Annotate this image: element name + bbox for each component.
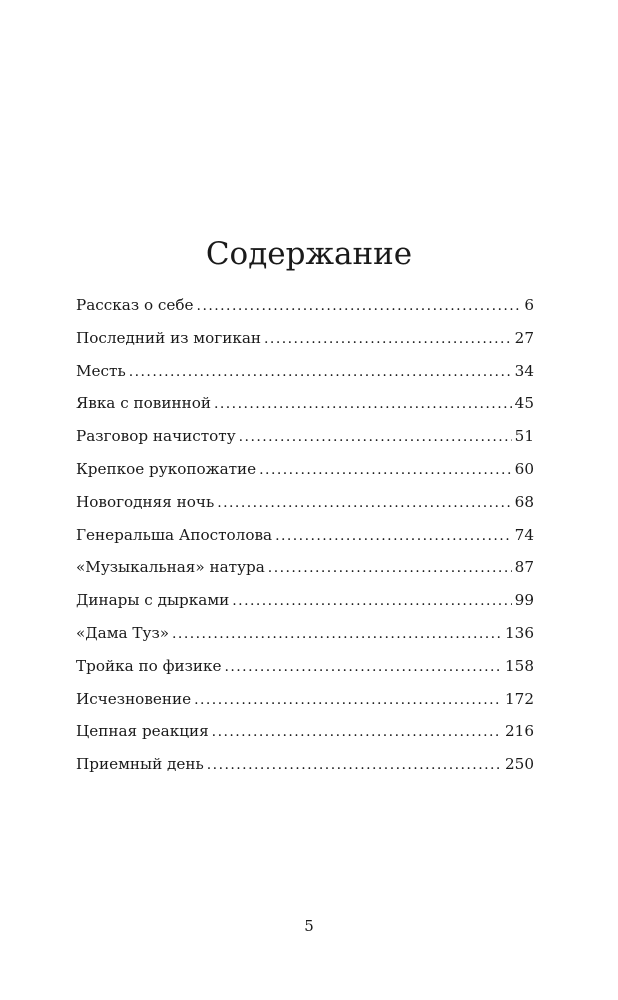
- toc-entry[interactable]: [76, 586, 534, 619]
- page-number: 5: [304, 917, 314, 935]
- toc-entry-page: 51: [514, 427, 534, 446]
- toc-entry-page: 68: [514, 492, 534, 511]
- dot-leader: [239, 423, 512, 451]
- toc-entry-title: Рассказ о себе: [76, 296, 194, 314]
- toc-entry-title: «Дама Туз»: [76, 623, 170, 642]
- toc-entry[interactable]: [76, 553, 534, 586]
- toc-entry-title: Крепкое рукопожатие: [76, 459, 257, 478]
- toc-entry-title: Новогодняя ночь: [76, 492, 215, 511]
- toc-entry-title: Приемный день: [76, 755, 204, 774]
- toc-entry[interactable]: [76, 619, 534, 652]
- dot-leader: [268, 554, 512, 582]
- toc-entry-page: 6: [524, 296, 534, 314]
- toc-entry-title: Цепная реакция: [76, 722, 209, 741]
- toc-entry[interactable]: [76, 717, 534, 750]
- toc-entry-page: 172: [505, 689, 534, 708]
- toc-entry-page: 158: [505, 656, 534, 675]
- dot-leader: [212, 718, 502, 746]
- toc-entry-page: 74: [514, 525, 534, 544]
- toc-entry-title: Генеральша Апостолова: [76, 525, 273, 544]
- toc-entry-title: Явка с повинной: [76, 394, 211, 413]
- dot-leader: [214, 390, 512, 418]
- toc-entry[interactable]: [76, 422, 534, 455]
- toc-entry-page: 45: [514, 394, 534, 413]
- toc-entry[interactable]: [76, 455, 534, 488]
- toc-heading: Содержание: [205, 236, 413, 272]
- toc-entry-title: «Музыкальная» натура: [76, 558, 265, 577]
- dot-leader: [197, 292, 522, 320]
- toc-entry-page: 250: [505, 755, 534, 774]
- toc-entry-page: 87: [514, 558, 534, 577]
- toc-entry[interactable]: [76, 357, 534, 390]
- toc-entry-page: 136: [505, 623, 534, 642]
- toc-entry-page: 216: [505, 722, 534, 741]
- toc-entry-title: Исчезновение: [76, 689, 192, 708]
- dot-leader: [275, 522, 512, 550]
- toc-entry-page: 60: [514, 459, 534, 478]
- toc-list: [76, 291, 534, 783]
- toc-entry-page: 99: [514, 591, 534, 610]
- toc-entry[interactable]: [76, 291, 534, 324]
- dot-leader: [172, 620, 502, 648]
- toc-entry-title: Разговор начистоту: [76, 427, 236, 446]
- toc-entry-title: Динары с дырками: [76, 591, 230, 610]
- toc-entry-page: 27: [514, 328, 534, 347]
- toc-entry[interactable]: [76, 389, 534, 422]
- toc-entry[interactable]: [76, 750, 534, 783]
- toc-entry[interactable]: [76, 685, 534, 718]
- dot-leader: [232, 587, 511, 615]
- dot-leader: [207, 751, 502, 779]
- toc-entry-title: Тройка по физике: [76, 656, 222, 675]
- dot-leader: [217, 489, 511, 517]
- toc-entry-page: 34: [514, 361, 534, 380]
- toc-entry-title: Месть: [76, 361, 126, 380]
- toc-entry[interactable]: [76, 652, 534, 685]
- dot-leader: [224, 653, 502, 681]
- toc-entry[interactable]: [76, 521, 534, 554]
- dot-leader: [129, 358, 512, 386]
- toc-entry[interactable]: [76, 488, 534, 521]
- toc-entry[interactable]: [76, 324, 534, 357]
- dot-leader: [259, 456, 512, 484]
- dot-leader: [264, 325, 512, 353]
- dot-leader: [194, 686, 502, 714]
- toc-entry-title: Последний из могикан: [76, 328, 262, 347]
